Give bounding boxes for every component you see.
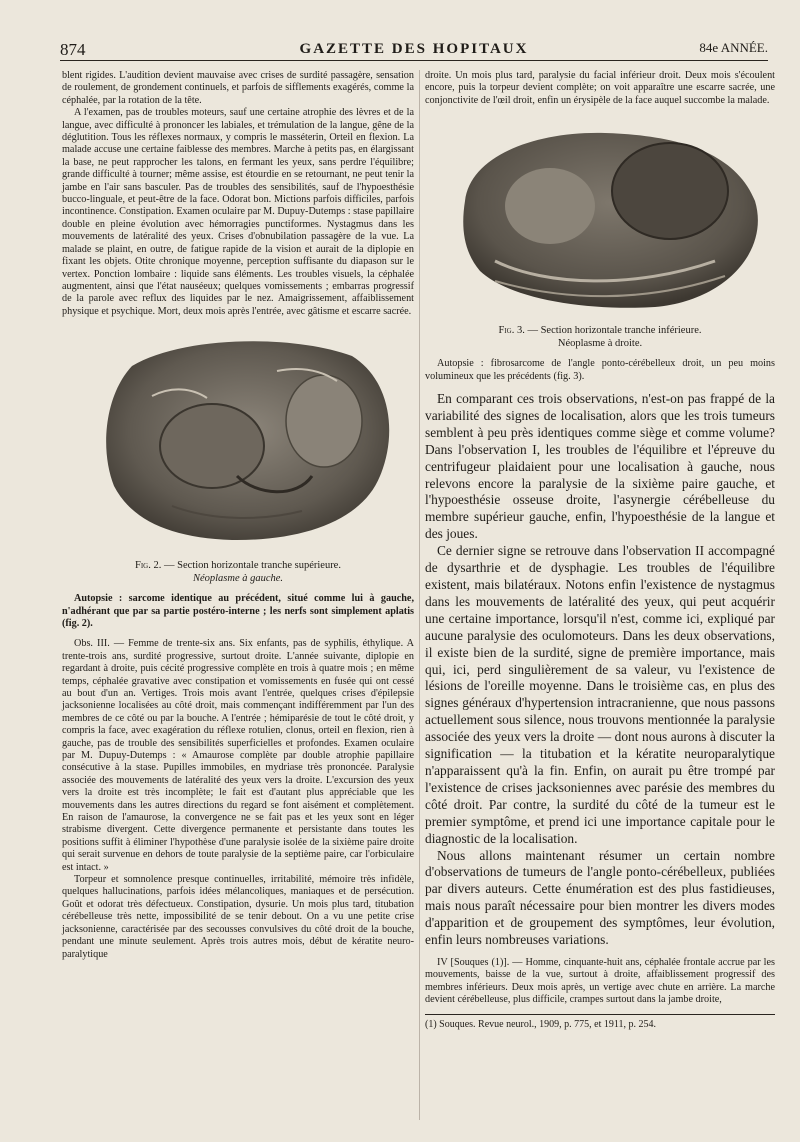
paragraph-observation-3-cont: Torpeur et somnolence presque continuelles, irritabilité, mémoire très infidèle, quelques hallucinations, parfois idées mélancoliques, maniaques et de persécution. Goût et odorat très défectueux. Constipation, dysurie. Un mois plus tard, titubation cérébelleuse très nette, impossibilité de se tenir debout. On a vu une petite crise jacksonienne, caractérisée par des secousses convulsives du côté droit de la bouche, pendant une minute seulement. Après trois autres mois, début de kératite neuro-paralytique: [62, 874, 414, 960]
figure-3-caption-line2: Néoplasme à droite.: [557, 337, 643, 349]
column-divider: [419, 70, 420, 1120]
paragraph-autopsy-2: Autopsie : sarcome identique au précédent, situé comme lui à gauche, n'adhérant que par sa partie postéro-interne ; les nerfs sont simplement aplatis (fig. 2).: [62, 593, 414, 629]
brain-section-image-fig2: [62, 326, 414, 551]
left-column: [62, 70, 414, 961]
figure-2-caption-line2: Néoplasme à gauche.: [192, 572, 284, 584]
figure-3-caption-text: — Section horizontale tranche inférieure.: [524, 325, 702, 337]
page-number: 874: [60, 40, 86, 59]
footnote: (1) Souques. Revue neurol., 1909, p. 775, et 1911, p. 254.: [425, 1018, 656, 1030]
journal-title: GAZETTE DES HOPITAUX: [299, 41, 529, 57]
figure-3: [425, 111, 775, 350]
running-header: [60, 38, 768, 61]
paragraph-observation-4: IV [Souques (1)]. — Homme, cinquante-huit ans, céphalée frontale accrue par les mouvements, baisse de la vue, surtout à droite, affaiblissement progressif des membres inférieurs. Deux mois après, un vertige avec chute en arrière. La marche devient cérébelleuse, plus difficile, crampes surtout dans la jambe droite,: [425, 956, 775, 1006]
paragraph-examination: A l'examen, pas de troubles moteurs, sauf une certaine atrophie des lèvres et de la langue, avec difficulté à prononcer les labiales, et trémulation de la langue, gêne de la déglutition. Tous les réflexes normaux, y compris le masséterin, Orteil en flexion. La malade accuse une certaine faiblesse des membres. Marche à petits pas, en élargissant la base, ne peut rapprocher les talons, en fermant les yeux, sans perdre l'équilibre; grande difficulté à tourner; même assise, est étourdie en se retournant, ne peut tenir la jambe en l'air sans basculer. Pas de troubles des sensibilités, sauf de l'hypoesthésie bucco-linguale, et peut-être de la face. Odorat bon. Mictions parfois difficiles, parfois incontinence. Constipation. Examen oculaire par M. Dupuy-Dutemps : stase papillaire double en pleine évolution avec hémorragies punctiformes. Nystagmus dans les mouvements de latéralité des yeux. Crises d'obnubilation passagère de la vue. La malade se plaint, en outre, de fatigue rapide de la vision et aurait de la diplopie en fixant les objets. Otite chronique moyenne, perception suffisante du diapason sur le vertex. Ponction lombaire : liquide sans éléments. Les troubles visuels, la céphalée augmentent, ainsi que l'état nauséeux; quelques vomissements ; embarras progressif de la parole avec reflux des liquides par le nez. Amaigrissement, affaiblissement physique et psychique. Mort, deux mois après l'entrée, avec gâtisme et escarre sacrée.: [62, 107, 414, 317]
footnote-rule: [425, 1014, 775, 1015]
paragraph-comparison: En comparant ces trois observations, n'est-on pas frappé de la variabilité des signes de localisation, alors que les trois tumeurs semblent à peu près identiques comme siège et comme volume? Dans l'observation I, les troubles de l'équilibre et l'épreuve du centrifugeur plaidaient pour une localisation à gauche, nous relevons encore la paralysie de la sixième paire gauche, et l'hypoesthésie osseuse droite, l'asynergie cérébelleuse du membre supérieur gauche, enfin, l'hypoesthésie de la langue et des joues.: [425, 391, 775, 542]
year-label: 84e ANNÉE.: [699, 40, 768, 55]
figure-2-label: Fig. 2.: [135, 560, 162, 572]
paragraph-autopsy-3: Autopsie : fibrosarcome de l'angle ponto-cérébelleux droit, un peu moins volumineux que les précédents (fig. 3).: [425, 358, 775, 382]
paragraph-observation-3: Obs. III. — Femme de trente-six ans. Six enfants, pas de syphilis, éthylique. A trente-trois ans, surdité progressive, surtout droite. L'année suivante, diplopie en regardant à droite, puis cécité progressive complète en trois à quatre mois ; en même temps, céphalée gravative avec constipation et vomissements en fusée qui ont cessé au bout d'un an. Vertiges. Trois mois avant l'entrée, quelques crises d'épilepsie jacksonienne localisées au côté droit, mais commençant indifféremment par l'un des membres de ce côté ou par la bouche. A l'entrée ; hémiparésie de tout le côté droit, y compris la face, avec exagération du réflexe rotulien, clonus, orteil en flexion, rien à gauche, pas de trouble des sensibilités superficielles et profondes. Examen oculaire par M. Dupuy-Dutemps : « Amaurose complète par double atrophie papillaire consécutive à la stase. Pupilles immobiles, en mydriase très prononcée. Paralysie associée des mouvements de latéralité des yeux vers la droite. L'excursion des yeux vers la droite est très incomplète; le fait est d'autant plus appréciable que les mouvements dans les autres directions du regard se font aisément et complètement. En raison de l'amaurose, la convergence ne se fait pas et les yeux sont en léger strabisme divergent. Cette divergence permanente et persistante dans toutes les positions suffit à éliminer l'hypothèse d'une paralysie isolée de la sixième paire droite qui serait survenue en dehors de toute paralysie de la septième paire, car l'orbiculaire est intact. »: [62, 638, 414, 873]
paragraph-summary-intro: Nous allons maintenant résumer un certain nombre d'observations de tumeurs de l'angle ponto-cérébelleux, publiées par divers auteurs. Cette énumération est des plus fastidieuses, mais nous paraît nécessaire pour bien montrer les divers modes d'apparition et de groupement des symptômes, leur évolution, enfin leurs nombreuses variations.: [425, 847, 775, 948]
figure-2: [62, 326, 414, 585]
paragraph-case2-end: blent rigides. L'audition devient mauvaise avec crises de surdité passagère, sensation de roulement, de grondement continuels, et parfois de sifflements exagérés, comme la céphalée, par la rotation de la tête.: [62, 70, 414, 106]
brain-section-image-fig3: [425, 111, 775, 316]
figure-3-label: Fig. 3.: [498, 325, 525, 337]
figure-2-caption: [62, 560, 414, 585]
figure-2-caption-text: — Section horizontale tranche supérieure.: [161, 560, 341, 572]
paragraph-case3-end: droite. Un mois plus tard, paralysie du facial inférieur droit. Deux mois s'écoulent encore, puis la torpeur devient complète; on voit apparaître une escarre sacrée, une conjonctivite de l'œil droit, enfin un érysipèle de la face auquel succombe la malade.: [425, 70, 775, 106]
right-column: [425, 70, 775, 1031]
figure-3-caption: [425, 325, 775, 350]
paragraph-analysis: Ce dernier signe se retrouve dans l'observation II accompagné de dysarthrie et de dysphagie. Les troubles de l'équilibre existent, mais bilatéraux. Notons enfin l'existence de nystagmus dans les mouvements de latéralité des yeux, qui peut acquérir une certaine importance, lorsqu'il n'est, comme ici, expliqué par aucune paralysie des oculomoteurs. Dans les deux observations, il existe bien de la surdité, signe de première importance, mais qui, ici, perd singulièrement de sa valeur, vu l'existence de lésions de l'oreille moyenne. Dans le troisième cas, en plus des signes généraux d'hypertension intracranienne, que nous passons actuellement sous silence, nous trouvons mentionnée la paralysie associée des yeux vers la droite — dont nous aurons à discuter la signification — la titubation et la kératite neuroparalytique n'apparaissent qu'à la fin. Enfin, on aurait pu être trompé par l'existence de crises jacksoniennes avec parésie des membres du côté droit. Par contre, la surdité du côté de la tumeur est le premier symptôme, et prend ici une importance capitale pour le diagnostic de la localisation.: [425, 543, 775, 846]
